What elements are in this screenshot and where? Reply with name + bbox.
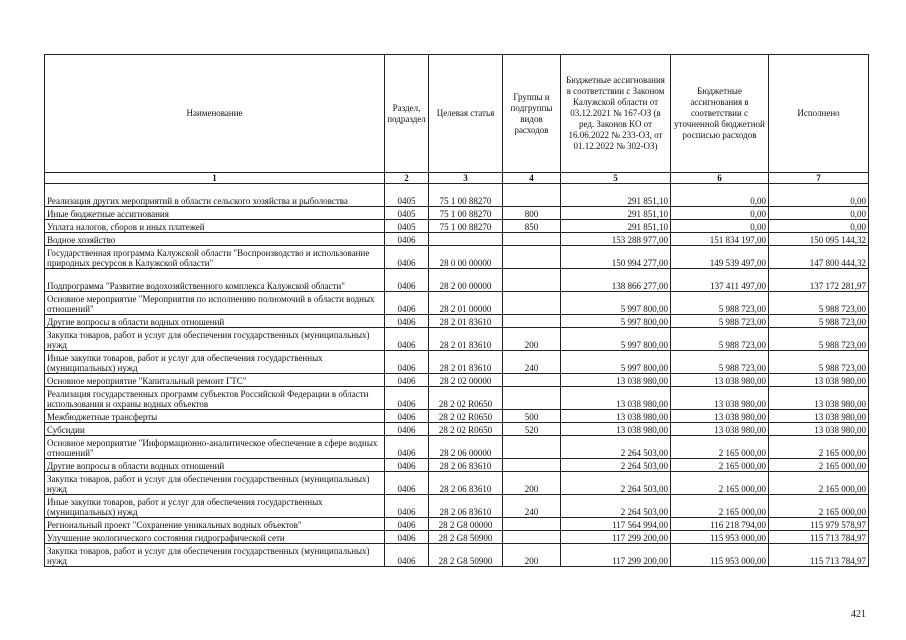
row-name: Государственная программа Калужской области "Воспроизводство и использование природных ресурсов в Калужской области" <box>45 246 385 269</box>
row-name: Улучшение экологического состояния гидрографической сети <box>45 531 385 544</box>
row-group <box>503 246 561 269</box>
row-name: Закупка товаров, работ и услуг для обеспечения государственных (муниципальных) нужд <box>45 472 385 495</box>
row-executed: 5 988 723,00 <box>769 315 869 328</box>
row-law-allocation: 2 264 503,00 <box>561 436 671 459</box>
row-refined-allocation: 2 165 000,00 <box>671 459 769 472</box>
row-refined-allocation: 2 165 000,00 <box>671 472 769 495</box>
row-refined-allocation: 5 988 723,00 <box>671 292 769 315</box>
row-section: 0406 <box>385 374 429 387</box>
row-law-allocation: 150 994 277,00 <box>561 246 671 269</box>
row-executed: 13 038 980,00 <box>769 423 869 436</box>
page-number: 421 <box>851 609 866 620</box>
row-refined-allocation: 2 165 000,00 <box>671 436 769 459</box>
row-law-allocation: 13 038 980,00 <box>561 423 671 436</box>
row-law-allocation: 2 264 503,00 <box>561 459 671 472</box>
row-law-allocation: 13 038 980,00 <box>561 374 671 387</box>
row-executed: 0,00 <box>769 220 869 233</box>
row-name: Водное хозяйство <box>45 233 385 246</box>
row-executed: 13 038 980,00 <box>769 410 869 423</box>
row-group <box>503 459 561 472</box>
row-section: 0406 <box>385 387 429 410</box>
table-row <box>45 315 869 328</box>
row-article: 28 2 01 83610 <box>429 315 503 328</box>
table-row <box>45 436 869 459</box>
row-group <box>503 269 561 292</box>
row-refined-allocation: 5 988 723,00 <box>671 315 769 328</box>
table-row <box>45 410 869 423</box>
row-law-allocation: 291 851,10 <box>561 184 671 207</box>
table-row <box>45 233 869 246</box>
row-refined-allocation: 13 038 980,00 <box>671 387 769 410</box>
row-law-allocation: 2 264 503,00 <box>561 495 671 518</box>
row-section: 0406 <box>385 531 429 544</box>
row-law-allocation: 117 299 200,00 <box>561 544 671 567</box>
row-executed: 13 038 980,00 <box>769 374 869 387</box>
row-group: 500 <box>503 410 561 423</box>
column-number: 2 <box>385 173 429 184</box>
row-article: 28 2 06 83610 <box>429 472 503 495</box>
row-name: Основное мероприятие "Информационно-аналитическое обеспечение в сфере водных отношений" <box>45 436 385 459</box>
table-row <box>45 220 869 233</box>
row-refined-allocation: 2 165 000,00 <box>671 495 769 518</box>
row-refined-allocation: 115 953 000,00 <box>671 531 769 544</box>
row-article: 28 2 00 00000 <box>429 269 503 292</box>
table-row <box>45 207 869 220</box>
row-article: 75 1 00 88270 <box>429 207 503 220</box>
row-name: Иные закупки товаров, работ и услуг для обеспечения государственных (муниципальных) нужд <box>45 495 385 518</box>
row-group <box>503 518 561 531</box>
table-row <box>45 374 869 387</box>
row-section: 0406 <box>385 269 429 292</box>
row-article: 28 2 02 R0650 <box>429 387 503 410</box>
header-group: Группы и подгруппы видов расходов <box>503 55 561 173</box>
header-executed: Исполнено <box>769 55 869 173</box>
row-group: 240 <box>503 495 561 518</box>
row-group <box>503 531 561 544</box>
column-number: 3 <box>429 173 503 184</box>
row-executed: 115 979 578,97 <box>769 518 869 531</box>
row-name: Другие вопросы в области водных отношений <box>45 459 385 472</box>
row-group: 240 <box>503 351 561 374</box>
row-executed: 0,00 <box>769 207 869 220</box>
header-article: Целевая статья <box>429 55 503 173</box>
row-section: 0406 <box>385 246 429 269</box>
row-section: 0406 <box>385 410 429 423</box>
row-executed: 2 165 000,00 <box>769 495 869 518</box>
row-law-allocation: 13 038 980,00 <box>561 387 671 410</box>
row-section: 0405 <box>385 184 429 207</box>
row-executed: 2 165 000,00 <box>769 472 869 495</box>
row-executed: 5 988 723,00 <box>769 292 869 315</box>
row-name: Закупка товаров, работ и услуг для обеспечения государственных (муниципальных) нужд <box>45 544 385 567</box>
row-law-allocation: 153 288 977,00 <box>561 233 671 246</box>
row-group: 800 <box>503 207 561 220</box>
row-group <box>503 292 561 315</box>
row-name: Основное мероприятие "Мероприятия по исполнению полномочий в области водных отношений" <box>45 292 385 315</box>
row-article: 28 2 G8 00000 <box>429 518 503 531</box>
row-refined-allocation: 0,00 <box>671 207 769 220</box>
row-section: 0406 <box>385 351 429 374</box>
table-header-row <box>45 55 869 173</box>
table-row <box>45 518 869 531</box>
column-number: 6 <box>671 173 769 184</box>
row-name: Субсидии <box>45 423 385 436</box>
table-row <box>45 269 869 292</box>
row-law-allocation: 13 038 980,00 <box>561 410 671 423</box>
row-name: Уплата налогов, сборов и иных платежей <box>45 220 385 233</box>
row-section: 0406 <box>385 495 429 518</box>
row-refined-allocation: 151 834 197,00 <box>671 233 769 246</box>
table-row <box>45 459 869 472</box>
table-row <box>45 472 869 495</box>
row-group: 200 <box>503 472 561 495</box>
row-group: 520 <box>503 423 561 436</box>
row-law-allocation: 117 299 200,00 <box>561 531 671 544</box>
row-name: Основное мероприятие "Капитальный ремонт ГТС" <box>45 374 385 387</box>
row-section: 0406 <box>385 472 429 495</box>
table-row <box>45 351 869 374</box>
row-law-allocation: 5 997 800,00 <box>561 328 671 351</box>
row-group <box>503 233 561 246</box>
row-section: 0406 <box>385 233 429 246</box>
budget-table <box>44 54 869 567</box>
row-refined-allocation: 115 953 000,00 <box>671 544 769 567</box>
row-group <box>503 387 561 410</box>
row-law-allocation: 291 851,10 <box>561 220 671 233</box>
row-law-allocation: 291 851,10 <box>561 207 671 220</box>
table-row <box>45 544 869 567</box>
row-law-allocation: 2 264 503,00 <box>561 472 671 495</box>
row-section: 0406 <box>385 328 429 351</box>
row-executed: 137 172 281,97 <box>769 269 869 292</box>
row-executed: 5 988 723,00 <box>769 351 869 374</box>
row-refined-allocation: 149 539 497,00 <box>671 246 769 269</box>
row-refined-allocation: 137 411 497,00 <box>671 269 769 292</box>
row-group <box>503 436 561 459</box>
row-refined-allocation: 13 038 980,00 <box>671 423 769 436</box>
row-section: 0406 <box>385 436 429 459</box>
row-executed: 115 713 784,97 <box>769 544 869 567</box>
row-group <box>503 184 561 207</box>
row-executed: 2 165 000,00 <box>769 436 869 459</box>
row-law-allocation: 5 997 800,00 <box>561 292 671 315</box>
row-section: 0405 <box>385 207 429 220</box>
table-row <box>45 246 869 269</box>
row-executed: 2 165 000,00 <box>769 459 869 472</box>
row-refined-allocation: 0,00 <box>671 184 769 207</box>
row-article: 28 2 G8 50900 <box>429 544 503 567</box>
row-name: Реализация других мероприятий в области сельского хозяйства и рыболовства <box>45 184 385 207</box>
column-number: 5 <box>561 173 671 184</box>
row-section: 0405 <box>385 220 429 233</box>
row-group: 200 <box>503 328 561 351</box>
row-article: 75 1 00 88270 <box>429 184 503 207</box>
row-refined-allocation: 13 038 980,00 <box>671 410 769 423</box>
row-article: 28 2 02 R0650 <box>429 410 503 423</box>
row-group <box>503 374 561 387</box>
row-section: 0406 <box>385 459 429 472</box>
row-name: Иные бюджетные ассигнования <box>45 207 385 220</box>
row-executed: 0,00 <box>769 184 869 207</box>
row-executed: 147 800 444,32 <box>769 246 869 269</box>
row-executed: 150 095 144,32 <box>769 233 869 246</box>
row-law-allocation: 5 997 800,00 <box>561 315 671 328</box>
column-number: 1 <box>45 173 385 184</box>
row-article: 28 2 02 R0650 <box>429 423 503 436</box>
row-law-allocation: 5 997 800,00 <box>561 351 671 374</box>
table-row <box>45 292 869 315</box>
row-refined-allocation: 0,00 <box>671 220 769 233</box>
row-article: 75 1 00 88270 <box>429 220 503 233</box>
row-executed: 13 038 980,00 <box>769 387 869 410</box>
row-section: 0406 <box>385 315 429 328</box>
row-name: Закупка товаров, работ и услуг для обеспечения государственных (муниципальных) нужд <box>45 328 385 351</box>
row-name: Межбюджетные трансферты <box>45 410 385 423</box>
row-section: 0406 <box>385 423 429 436</box>
header-refined-allocation: Бюджетные ассигнования в соответствии с уточненной бюджетной росписью расходов <box>671 55 769 173</box>
row-group: 200 <box>503 544 561 567</box>
row-law-allocation: 117 564 994,00 <box>561 518 671 531</box>
row-name: Другие вопросы в области водных отношений <box>45 315 385 328</box>
row-name: Иные закупки товаров, работ и услуг для обеспечения государственных (муниципальных) нужд <box>45 351 385 374</box>
row-refined-allocation: 116 218 794,00 <box>671 518 769 531</box>
row-group: 850 <box>503 220 561 233</box>
row-refined-allocation: 5 988 723,00 <box>671 328 769 351</box>
row-law-allocation: 138 866 277,00 <box>561 269 671 292</box>
row-refined-allocation: 13 038 980,00 <box>671 374 769 387</box>
row-name: Региональный проект "Сохранение уникальных водных объектов" <box>45 518 385 531</box>
row-article: 28 2 01 83610 <box>429 328 503 351</box>
row-group <box>503 315 561 328</box>
row-article: 28 0 00 00000 <box>429 246 503 269</box>
table-row <box>45 531 869 544</box>
row-name: Реализация государственных программ субъектов Российской Федерации в области использования и охраны водных объектов <box>45 387 385 410</box>
table-row <box>45 423 869 436</box>
row-article: 28 2 01 00000 <box>429 292 503 315</box>
row-name: Подпрограмма "Развитие водохозяйственного комплекса Калужской области" <box>45 269 385 292</box>
table-row <box>45 495 869 518</box>
column-number: 7 <box>769 173 869 184</box>
row-article: 28 2 02 00000 <box>429 374 503 387</box>
table-row <box>45 184 869 207</box>
row-section: 0406 <box>385 518 429 531</box>
row-executed: 115 713 784,97 <box>769 531 869 544</box>
table-row <box>45 387 869 410</box>
column-number: 4 <box>503 173 561 184</box>
row-article <box>429 233 503 246</box>
row-section: 0406 <box>385 292 429 315</box>
header-section: Раздел, подраздел <box>385 55 429 173</box>
row-refined-allocation: 5 988 723,00 <box>671 351 769 374</box>
table-row <box>45 328 869 351</box>
row-article: 28 2 06 83610 <box>429 495 503 518</box>
row-article: 28 2 01 83610 <box>429 351 503 374</box>
column-number-row <box>45 173 869 184</box>
row-article: 28 2 G8 50900 <box>429 531 503 544</box>
row-executed: 5 988 723,00 <box>769 328 869 351</box>
header-law-allocation: Бюджетные ассигнования в соответствии с Законом Калужской области от 03.12.2021 № 167-ОЗ (в ред. Законов КО от 16.06.2022 № 233-ОЗ, от 01.12.2022 № 302-ОЗ) <box>561 55 671 173</box>
header-name: Наименование <box>45 55 385 173</box>
row-section: 0406 <box>385 544 429 567</box>
row-article: 28 2 06 83610 <box>429 459 503 472</box>
table-body <box>45 184 869 567</box>
row-article: 28 2 06 00000 <box>429 436 503 459</box>
